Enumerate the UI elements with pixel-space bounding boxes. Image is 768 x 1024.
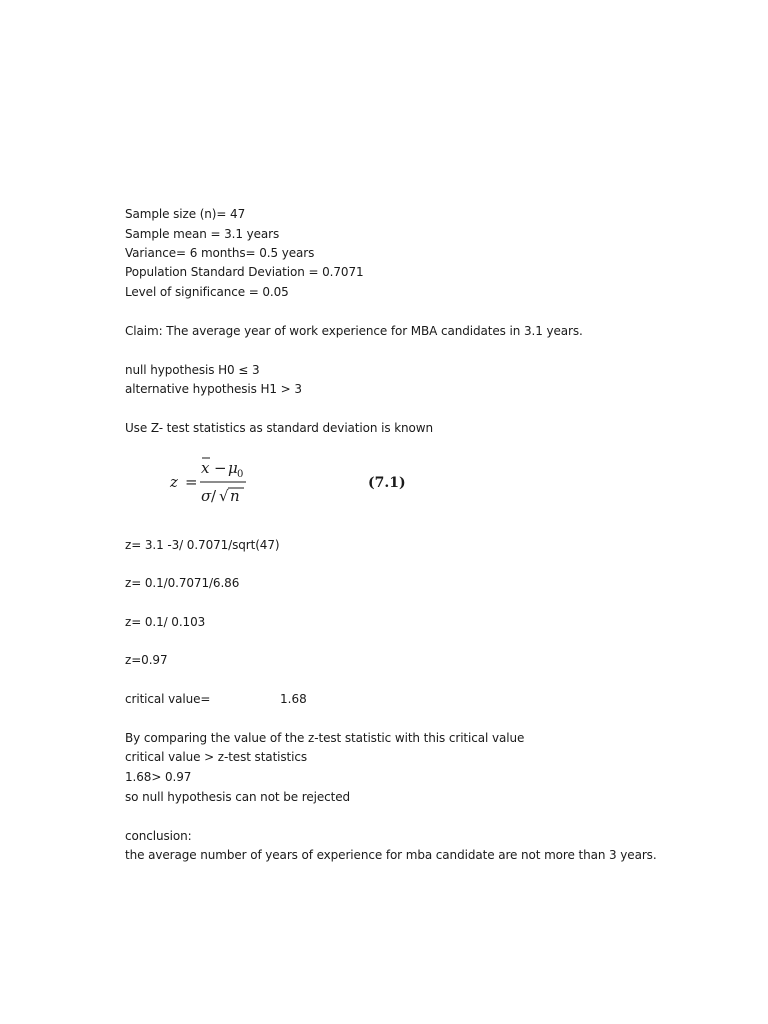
formula-sigma: σ <box>201 487 212 505</box>
formula-lhs: z <box>170 473 178 491</box>
null-hypothesis: null hypothesis H0 ≤ 3 <box>125 363 260 377</box>
formula-minus: − <box>214 459 227 477</box>
formula-mu: μ <box>228 459 238 477</box>
critical-value-label: critical value= <box>125 692 211 706</box>
formula-mu-sub: 0 <box>237 469 244 480</box>
formula-slash: / <box>211 487 217 505</box>
critical-value-number: 1.68 <box>280 692 307 706</box>
comparison-relation: critical value > z-test statistics <box>125 750 308 764</box>
claim-text: Claim: The average year of work experience for MBA candidates in 3.1 years. <box>125 324 583 338</box>
conclusion-text: the average number of years of experience for mba candidate are not more than 3 years. <box>125 848 657 862</box>
step-2: z= 0.1/0.7071/6.86 <box>125 576 240 590</box>
given-sample-mean: Sample mean = 3.1 years <box>125 227 280 241</box>
alternative-hypothesis: alternative hypothesis H1 > 3 <box>125 382 302 396</box>
formula-number: (7.1) <box>368 475 406 491</box>
z-formula-image <box>168 454 428 510</box>
step-4: z=0.97 <box>125 653 168 667</box>
comparison-result: so null hypothesis can not be rejected <box>125 790 351 804</box>
formula-x-bar: x <box>201 459 210 477</box>
given-sample-size: Sample size (n)= 47 <box>125 207 246 221</box>
comparison-intro: By comparing the value of the z-test statistic with this critical value <box>125 731 525 745</box>
formula-n: n <box>230 487 240 505</box>
formula-sqrt-sign: √ <box>219 487 229 505</box>
step-3: z= 0.1/ 0.103 <box>125 615 206 629</box>
method-text: Use Z- test statistics as standard deviation is known <box>125 421 434 435</box>
conclusion-heading: conclusion: <box>125 829 192 843</box>
given-population-sd: Population Standard Deviation = 0.7071 <box>125 265 364 279</box>
comparison-numbers: 1.68> 0.97 <box>125 770 192 784</box>
given-significance: Level of significance = 0.05 <box>125 285 289 299</box>
given-variance: Variance= 6 months= 0.5 years <box>125 246 315 260</box>
formula-equals: = <box>185 473 198 491</box>
step-1: z= 3.1 -3/ 0.7071/sqrt(47) <box>125 538 280 552</box>
